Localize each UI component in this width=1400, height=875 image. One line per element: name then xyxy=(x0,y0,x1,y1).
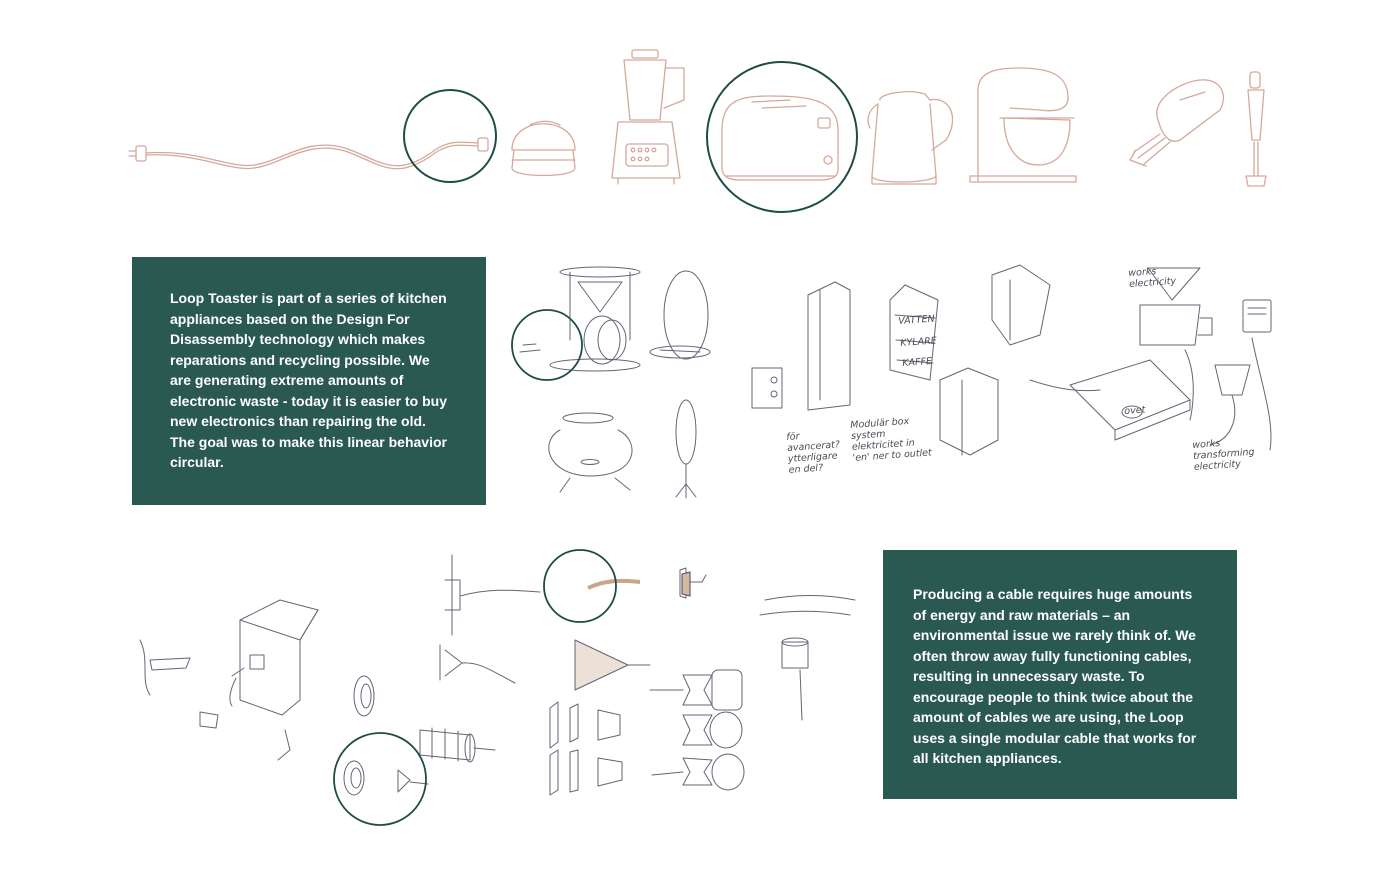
cable-panel xyxy=(883,550,1237,799)
socket-highlight-circle xyxy=(334,733,426,825)
box-label-1: VATTEN xyxy=(898,313,936,327)
sketch-note-transformer: works transforming electricity xyxy=(1192,438,1255,473)
cable-panel-text: Producing a cable requires huge amounts of energy and raw materials – an environmental issue we rarely think of. We often throw away fully functioning cables, resulting in unnecessary waste. To encourage people to think twice about the amount of cables we are using, the Loop uses a single modular cable that works for all kitchen appliances. xyxy=(913,586,1197,766)
intro-panel-text: Loop Toaster is part of a series of kitchen appliances based on the Design For Disassembly technology which makes reparations and recycling possible. We are generating extreme amounts of electronic waste - today it is easier to buy new electronics than repairing the old. The goal was to make this linear behavior circular. xyxy=(170,290,447,470)
cable-connector-sketches xyxy=(140,555,855,795)
sketch-note-modular: Modulär box system elektricitet in 'en' ner to outlet xyxy=(850,415,933,464)
sketch-tag-label: ovet xyxy=(1124,404,1146,417)
sketch-note-outlet: för avancerat? ytterligare en del? xyxy=(786,431,841,476)
sketch-note-top: works electricity xyxy=(1128,266,1177,290)
box-label-3: KAFFE xyxy=(902,355,933,369)
system-sketch xyxy=(1030,268,1271,450)
ring-appliance-sketch xyxy=(520,267,710,498)
intro-panel xyxy=(132,257,486,505)
cable-highlight xyxy=(588,581,640,588)
connector-highlight-circle xyxy=(544,550,616,622)
hourglass-connectors xyxy=(650,670,744,790)
box-label-2: KYLARE xyxy=(900,335,938,349)
connector-fill xyxy=(682,572,690,596)
